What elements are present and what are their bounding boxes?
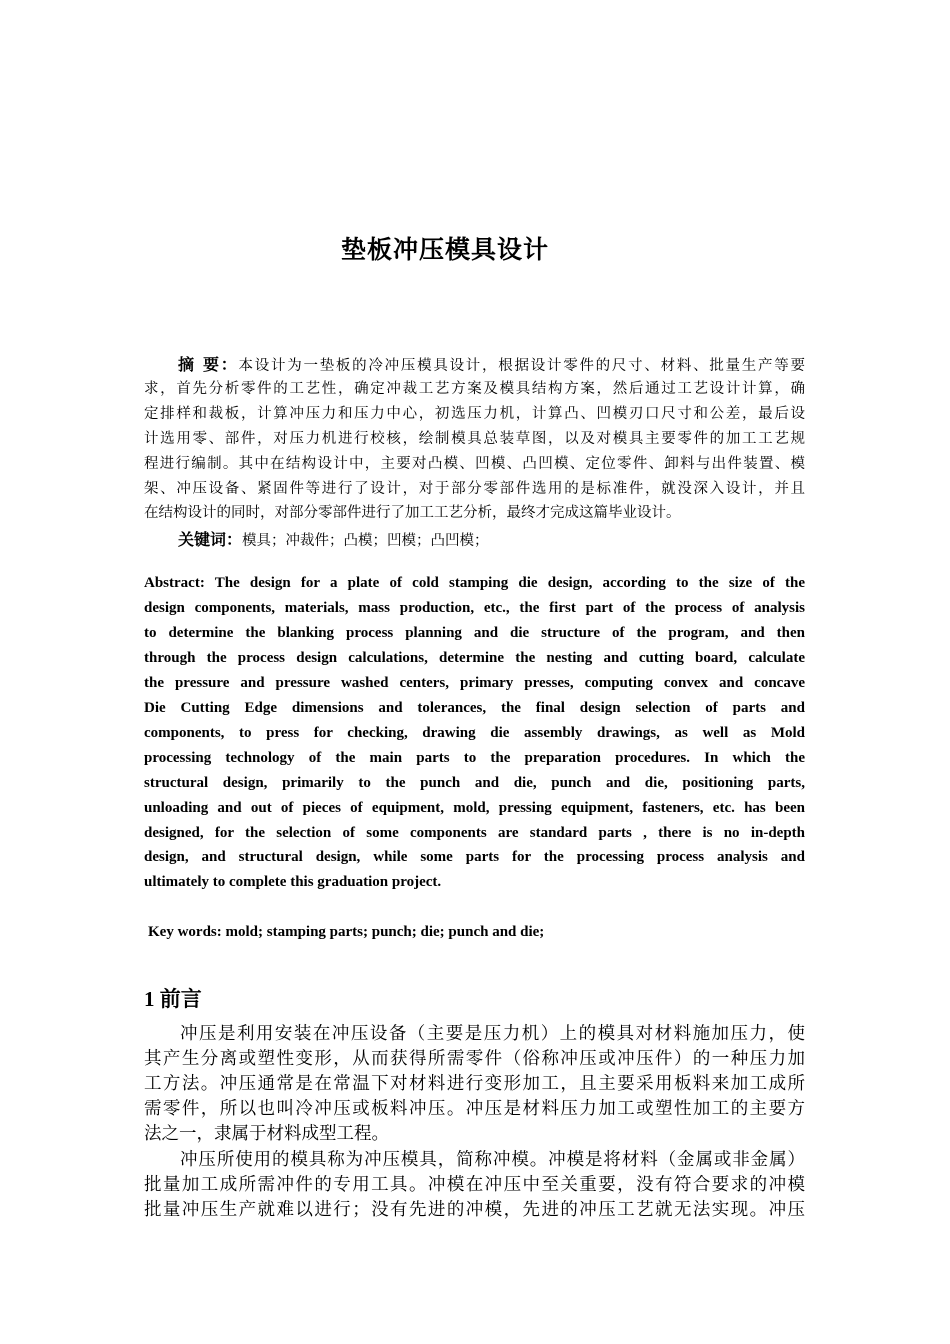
abstract-en-line: processing technology of the main parts to the preparation procedures. In which the — [144, 749, 805, 766]
abstract-line — [178, 352, 805, 375]
abstract-line: 计选用零、部件，对压力机进行校核，绘制模具总装草图，以及对模具主要零件的加工工艺规 — [144, 430, 805, 447]
paragraph-line: 工方法。冲压通常是在常温下对材料进行变形加工，且主要采用板料来加工成所 — [144, 1074, 805, 1095]
abstract-line: 架、冲压设备、紧固件等进行了设计，对于部分零部件选用的是标准件，就没深入设计，并且 — [144, 480, 805, 497]
abstract-line: 求，首先分析零件的工艺性，确定冲裁工艺方案及模具结构方案，然后通过工艺设计计算，确 — [144, 380, 805, 397]
abstract-en-line: structural design, primarily to the punch and die, punch and die, positioning parts, — [144, 774, 805, 791]
abstract-en-line: Die Cutting Edge dimensions and tolerances, the final design selection of parts and — [144, 699, 805, 716]
paragraph-line: 其产生分离或塑性变形，从而获得所需零件（俗称冲压或冲压件）的一种压力加 — [144, 1049, 805, 1070]
abstract-label: 摘 要： — [178, 355, 239, 374]
abstract-line: 在结构设计的同时，对部分零部件进行了加工工艺分析，最终才完成这篇毕业设计。 — [144, 505, 681, 522]
keywords-line — [178, 527, 805, 550]
paragraph-line: 冲压是利用安装在冲压设备（主要是压力机）上的模具对材料施加压力，使 — [180, 1024, 805, 1044]
abstract-en-line: design, and structural design, while some parts for the processing process analysis and — [144, 849, 805, 866]
abstract-en-line: ultimately to complete this graduation project. — [144, 874, 442, 891]
english-keywords: Key words: mold; stamping parts; punch; die; punch and die; — [148, 924, 545, 940]
abstract-en-line: Abstract: The design for a plate of cold stamping die design, according to the size of the — [144, 575, 805, 591]
abstract-en-line: the pressure and pressure washed centers, primary presses, computing convex and concave — [144, 674, 805, 691]
abstract-en-line: designed, for the selection of some components are standard parts , there is no in-depth — [144, 824, 805, 841]
paragraph-line: 批量冲压生产就难以进行；没有先进的冲模，先进的冲压工艺就无法实现。冲压 — [144, 1199, 805, 1220]
abstract-en-line: design components, materials, mass production, etc., the first part of the process of analysis — [144, 599, 805, 616]
paragraph-line: 批量加工成所需冲件的专用工具。冲模在冲压中至关重要，没有符合要求的冲模 — [144, 1174, 805, 1195]
keywords-label: 关键词： — [178, 530, 243, 549]
abstract-en-line: unloading and out of pieces of equipment, mold, pressing equipment, fasteners, etc. has been — [144, 799, 805, 816]
abstract-line: 程进行编制。其中在结构设计中，主要对凸模、凹模、凸凹模、定位零件、卸料与出件装置、模 — [144, 455, 805, 472]
abstract-en-line: through the process design calculations, determine the nesting and cutting board, calculate — [144, 649, 805, 666]
paragraph-line: 法之一，隶属于材料成型工程。 — [144, 1124, 389, 1145]
document-title: 垫板冲压模具设计 — [340, 235, 549, 264]
abstract-en-line: to determine the blanking process planning and die structure of the program, and then — [144, 624, 805, 641]
paragraph-line: 需零件，所以也叫冷冲压或板料冲压。冲压是材料压力加工或塑性加工的主要方 — [144, 1099, 805, 1120]
abstract-line: 定排样和裁板，计算冲压力和压力中心，初选压力机，计算凸、凹模刃口尺寸和公差，最后设 — [144, 405, 805, 422]
section-heading: 1 前言 — [144, 987, 202, 1011]
keywords-text: 模具；冲裁件；凸模；凹模；凸凹模； — [242, 533, 489, 549]
paragraph-line: 冲压所使用的模具称为冲压模具，简称冲模。冲模是将材料（金属或非金属） — [180, 1149, 805, 1170]
abstract-en-line: components, to press for checking, drawing die assembly drawings, as well as Mold — [144, 724, 805, 741]
abstract-text: 本设计为一垫板的冷冲压模具设计，根据设计零件的尺寸、材料、批量生产等要 — [238, 358, 805, 374]
